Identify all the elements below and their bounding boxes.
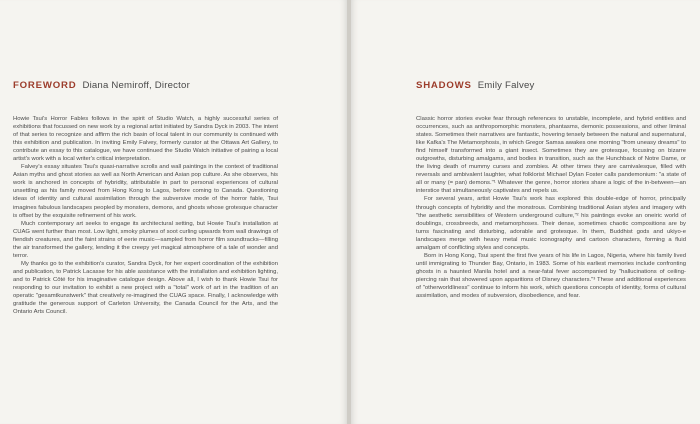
shadows-paragraph-1: Classic horror stories evoke fear through references to unstable, incomplete, and hybrid entities and occurrences, such as anthropomorphic monsters, phantasms, demonic possessions, and other liminal states. Sometimes their narratives are fantastic, hovering tensely between the natural and supernatural, like Kafka's The Metamorphosis, in which Gregor Samsa awakes one morning "from uneasy dreams" to find himself transformed into a giant insect. Sometimes they are grotesque, focusing on bizarre outgrowths, disturbing amalgams, and bodies in transition, such as the Hunchback of Notre Dame, or the living death of mummy curses and zombies. At other times they are carnivalesque, filled with reversals and ambivalent laughter, what folklorist Michael Dylan Foster calls pandemonium: "a state of all or many (= pan) demons."¹ Whatever the genre, horror stories share a logic of the in-between—an interstice that simultaneously captivates and repels us.: [416, 116, 686, 195]
foreword-paragraph-3: Much contemporary art seeks to engage its architectural setting, but Howie Tsui's installation at CUAG went further than most. Low light, smoky plumes of soot curling upwards from wall drawings of fiendish creatures, and the faint strains of eerie music—sampled from horror film soundtracks—filling the air transformed the gallery, lending it the creepy yet magical atmosphere of a tale of wonder and terror.: [13, 220, 278, 259]
foreword-label: FOREWORD: [13, 80, 77, 91]
left-page: [0, 0, 347, 424]
foreword-body: [13, 115, 278, 316]
shadows-body: [416, 115, 686, 300]
foreword-paragraph-4: My thanks go to the exhibition's curator, Sandra Dyck, for her expert coordination of the exhibition and publication, to Patrick Lacasse for his able assistance with the installation and exhibition lighting, and to Patrick Côté for his imaginative catalogue design. Above all, I wish to thank Howie Tsui for responding to our invitation to exhibit a new project with a "total" work of art in the tradition of an operatic "gesamtkunstwerk" that creatively re-imagined the CUAG space. Finally, I acknowledge with gratitude the generous support of Carleton University, the Canada Council for the Arts, and the Ontario Arts Council.: [13, 260, 278, 316]
foreword-heading: [13, 80, 190, 91]
right-page: [351, 0, 700, 424]
shadows-paragraph-2: For several years, artist Howie Tsui's work has explored this double-edge of horror, principally through concepts of hybridity and the monstrous. Combining traditional Asian styles and imagery with "the aesthetic sensibilities of Western underground culture,"² his paintings evoke an oneiric world of doublings, crossbreeds, and metamorphoses. Their dense, sometimes chaotic compositions are by turns fascinating and disturbing, adorable and grotesque. In them, Buddhist gods and ukiyo-e landscapes merge with heavy metal music iconography and cartoon characters, forming a fluid amalgam of conflicting styles and concepts.: [416, 196, 686, 251]
shadows-author: Emily Falvey: [477, 80, 535, 91]
shadows-label: SHADOWS: [416, 80, 472, 91]
foreword-paragraph-2: Falvey's essay situates Tsui's quasi-narrative scrolls and wall paintings in the context of traditional Asian myths and ghost stories as well as North American and Asian pop culture. As she observes, his work is anchored in concepts of hybridity, attributable in part to personal experiences of cultural unsettling as his family moved from Hong Kong to Lagos, before coming to Canada. Questioning ideas of identity and cultural assimilation through the subversive mode of the horror fable, Tsui imagines fabulous landscapes peopled by monsters, demons, and ghosts whose grotesque character is offset by the exquisite refinement of his work.: [13, 164, 278, 219]
foreword-author: Diana Nemiroff, Director: [82, 80, 190, 91]
shadows-heading: [416, 80, 534, 91]
shadows-paragraph-3: Born in Hong Kong, Tsui spent the first five years of his life in Lagos, Nigeria, where his family lived until immigrating to Thunder Bay, Ontario, in 1983. Some of his earliest memories include confronting ghosts in a haunted Manila hotel and a near-fatal fever accompanied by "hallucinations of ceiling-piercing rain that showered upon apparitions of Disney characters."³ These and additional experiences of "otherworldliness" continue to inform his work, which questions concepts of identity, forms of cultural assimilation, and modes of subversion, disobedience, and fear.: [416, 252, 686, 300]
foreword-paragraph-1: Howie Tsui's Horror Fables follows in the spirit of Studio Watch, a highly successful series of exhibitions that focussed on new work by a regional artist initiated by Sandra Dyck in 2003. The intent of that series to recognize and affirm the rich basin of local talent in our community is continued with this exhibition and publication. In inviting Emily Falvey, formerly curator at the Ottawa Art Gallery, to contribute an essay to this catalogue, we have continued the Studio Watch initiative of pairing a local artist's work with a local writer's critical interpretation.: [13, 116, 278, 163]
